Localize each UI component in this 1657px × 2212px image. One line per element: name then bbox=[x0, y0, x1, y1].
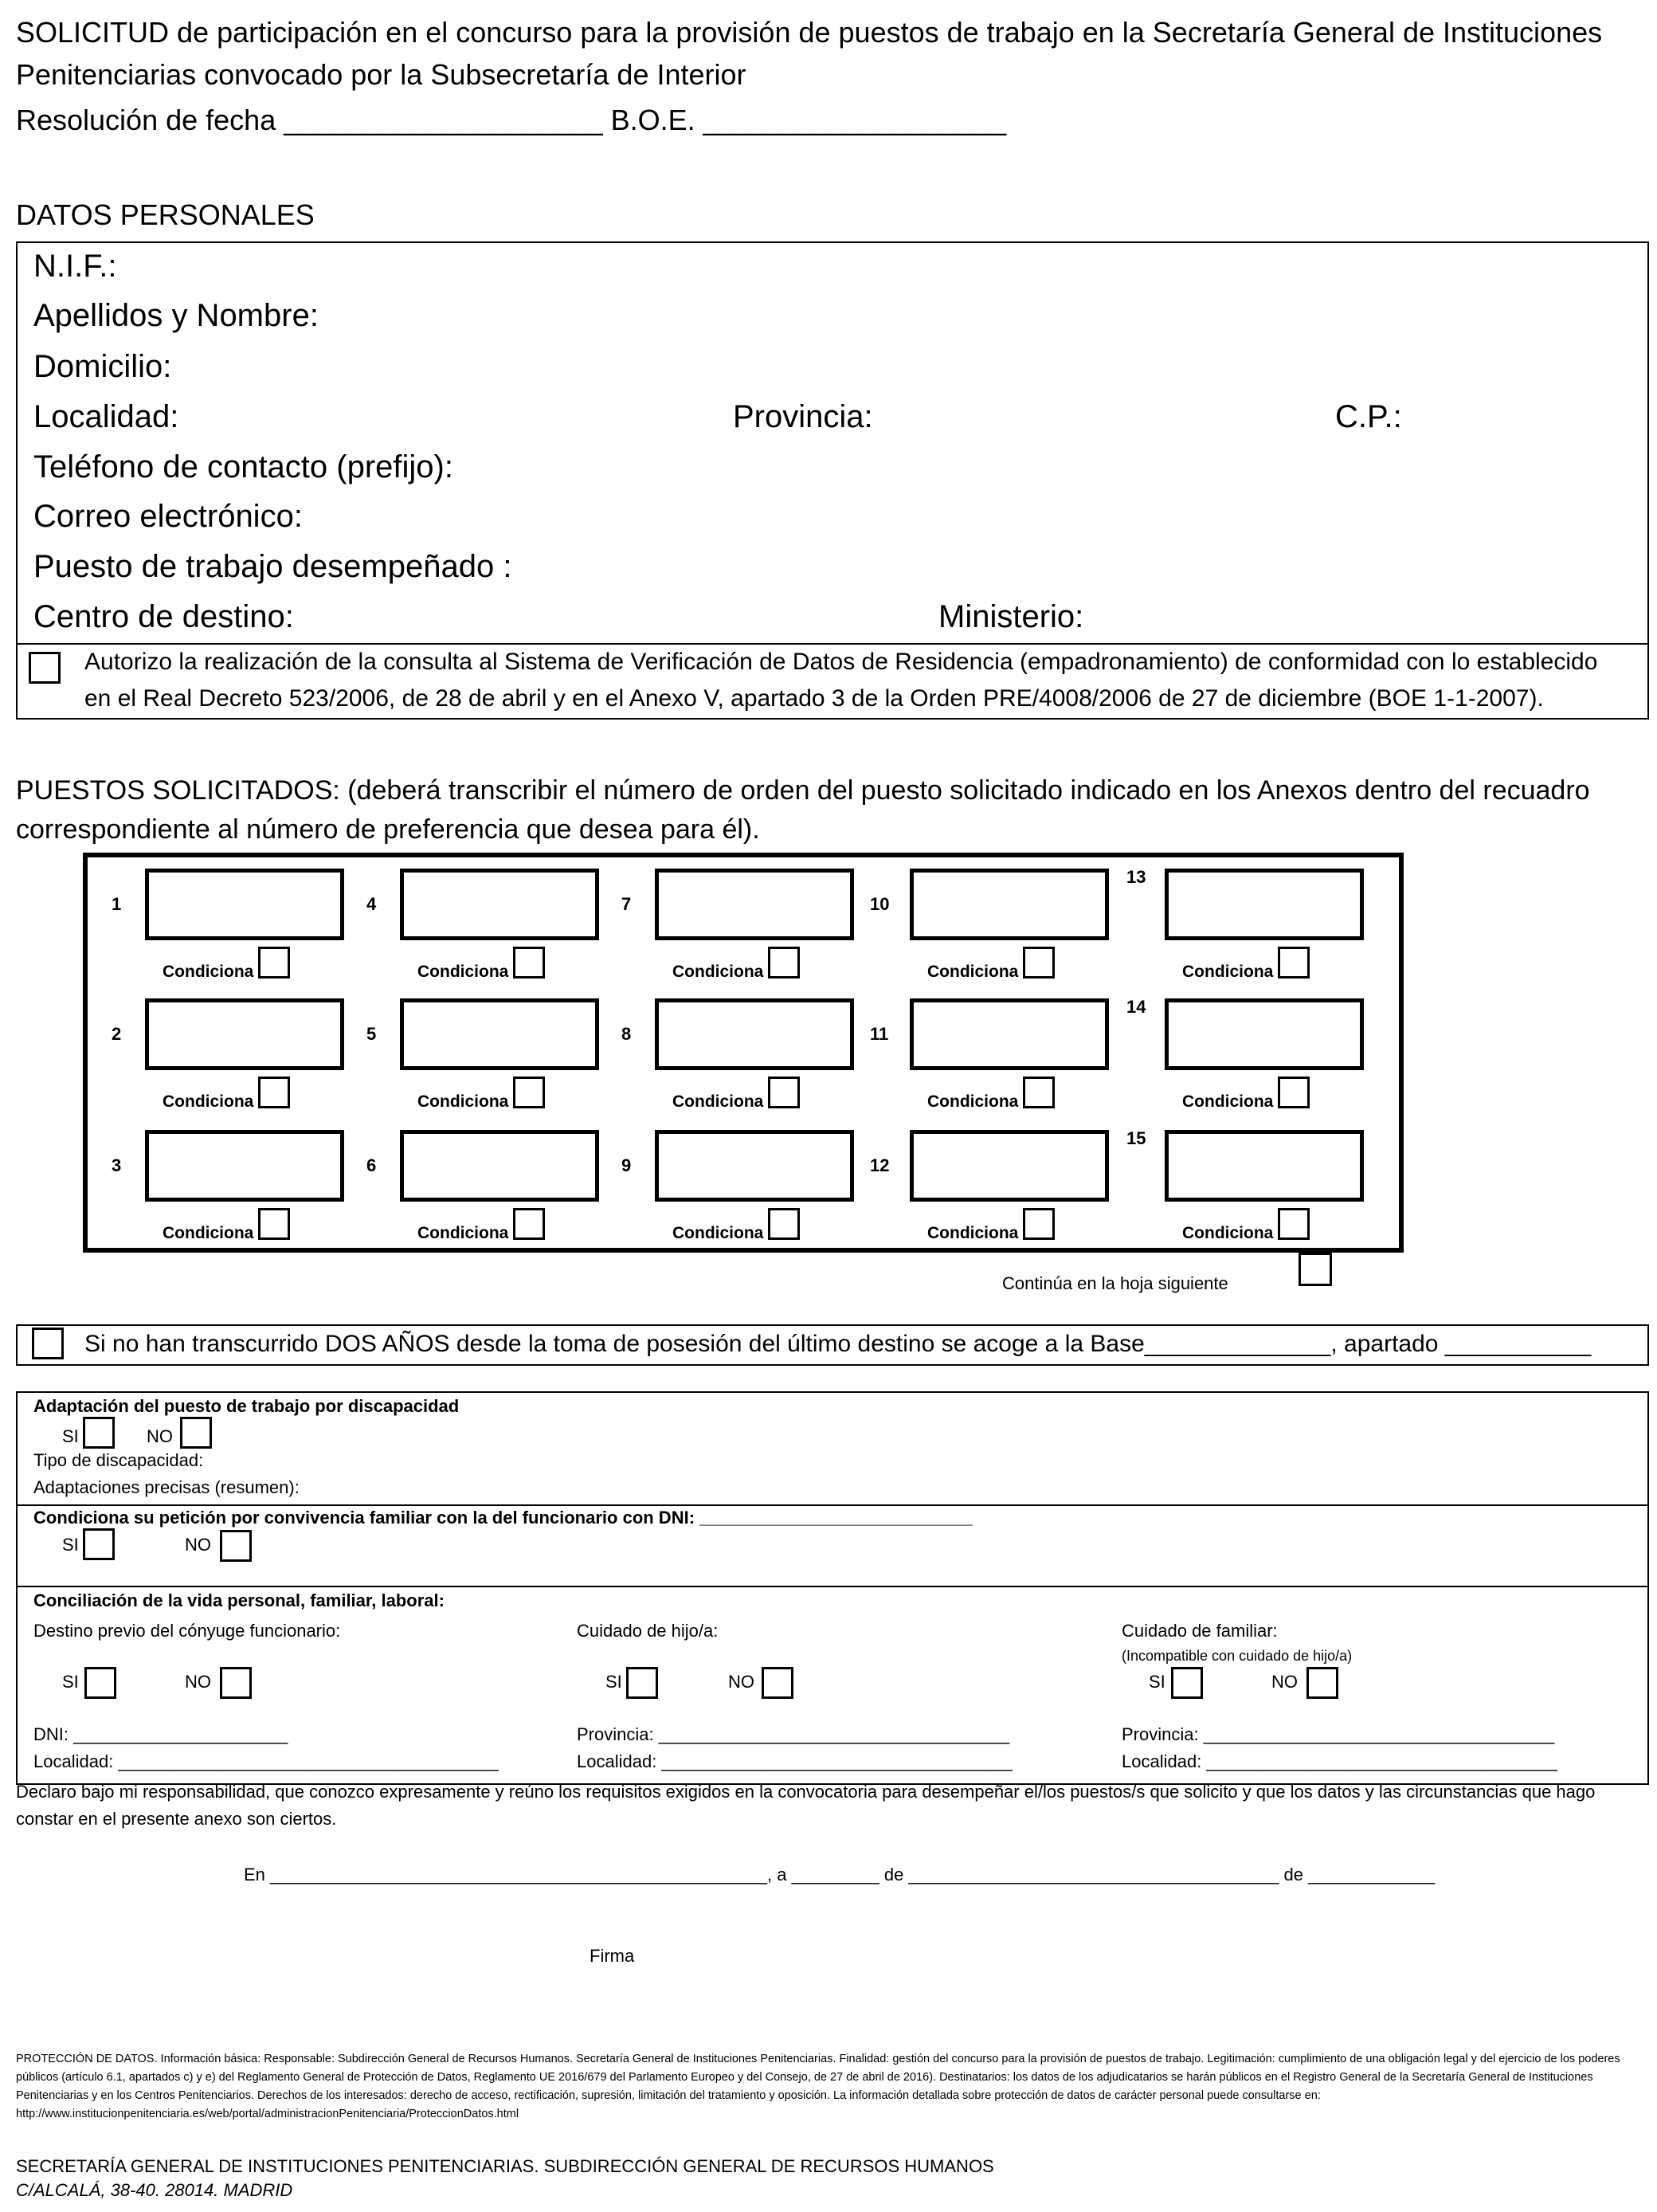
convivencia-si-checkbox[interactable] bbox=[83, 1528, 115, 1560]
divider bbox=[16, 1586, 1649, 1587]
preferencia-input[interactable] bbox=[1165, 998, 1364, 1070]
firma-label: Firma bbox=[590, 1946, 635, 1966]
hijo-localidad-field[interactable]: Localidad: ____________________________________ bbox=[577, 1751, 1013, 1771]
condiciona-checkbox[interactable] bbox=[513, 947, 545, 979]
tipo-discapacidad-label: Tipo de discapacidad: bbox=[33, 1450, 204, 1470]
condiciona-checkbox[interactable] bbox=[258, 1077, 290, 1108]
cp-label: C.P.: bbox=[1335, 399, 1402, 434]
condiciona-label: Condiciona bbox=[163, 963, 254, 981]
familiar-title: Cuidado de familiar: bbox=[1122, 1621, 1278, 1641]
preferencia-numero: 15 bbox=[1126, 1128, 1146, 1148]
preferencia-numero: 4 bbox=[366, 894, 377, 914]
condiciona-label: Condiciona bbox=[927, 1224, 1019, 1242]
preferencia-numero: 5 bbox=[366, 1024, 377, 1044]
declaracion-line-2: constar en el presente anexo son ciertos. bbox=[16, 1809, 337, 1829]
condiciona-checkbox[interactable] bbox=[513, 1208, 545, 1240]
localidad-label: Localidad: bbox=[33, 399, 179, 434]
preferencia-input[interactable] bbox=[910, 869, 1109, 940]
familiar-si-label: SI bbox=[1149, 1672, 1165, 1692]
convivencia-si-label: SI bbox=[62, 1535, 79, 1555]
conciliacion-title: Conciliación de la vida personal, familiar, laboral: bbox=[33, 1590, 445, 1610]
condiciona-label: Condiciona bbox=[1182, 963, 1274, 981]
declaracion-line-1: Declaro bajo mi responsabilidad, que conozco expresamente y reúno los requisitos exigidos en la convocatoria para desempeñar el/los puestos/s que solicito y que los datos y las circunstancias que hago bbox=[16, 1782, 1596, 1802]
discapacidad-si-label: SI bbox=[62, 1426, 79, 1446]
correo-label: Correo electrónico: bbox=[33, 499, 303, 534]
ministerio-label: Ministerio: bbox=[938, 599, 1084, 634]
preferencia-input[interactable] bbox=[655, 998, 854, 1070]
telefono-label: Teléfono de contacto (prefijo): bbox=[33, 449, 453, 484]
familiar-no-checkbox[interactable] bbox=[1306, 1667, 1338, 1699]
convivencia-title: Condiciona su petición por convivencia familiar con la del funcionario con DNI: ____________________________ bbox=[33, 1508, 973, 1528]
puestos-intro-2: correspondiente al número de preferencia que desea para él). bbox=[16, 814, 760, 845]
familiar-note: (Incompatible con cuidado de hijo/a) bbox=[1122, 1648, 1353, 1664]
preferencia-numero: 10 bbox=[870, 894, 890, 914]
conyuge-dni-field[interactable]: DNI: ______________________ bbox=[33, 1724, 288, 1744]
condiciona-checkbox[interactable] bbox=[1023, 1077, 1055, 1108]
preferencia-input[interactable] bbox=[145, 998, 344, 1070]
condiciona-checkbox[interactable] bbox=[258, 947, 290, 979]
provincia-label: Provincia: bbox=[733, 399, 873, 434]
condiciona-label: Condiciona bbox=[417, 1224, 509, 1242]
datos-personales-title: DATOS PERSONALES bbox=[16, 198, 315, 231]
proteccion-line-2: públicos (artículo 6.1, apartados c) y e) del Reglamento General de Protección de Datos, Reglamento UE 2016/679 del Parlamento Europeo y del Consejo, de 27 de abril de 2016). Destinatarios: los datos de los adjudicatarios se harán públicos en el Registro General de la Secretaría General de Instituciones bbox=[16, 2071, 1593, 2084]
condiciona-checkbox[interactable] bbox=[258, 1208, 290, 1240]
condiciona-label: Condiciona bbox=[927, 1092, 1019, 1111]
preferencia-numero: 11 bbox=[870, 1024, 889, 1044]
domicilio-label: Domicilio: bbox=[33, 349, 172, 384]
preferencia-input[interactable] bbox=[145, 1130, 344, 1202]
discapacidad-no-label: NO bbox=[147, 1426, 173, 1446]
condiciona-label: Condiciona bbox=[1182, 1092, 1274, 1111]
condiciona-label: Condiciona bbox=[927, 963, 1019, 981]
preferencia-numero: 6 bbox=[366, 1155, 377, 1175]
condiciona-checkbox[interactable] bbox=[768, 1077, 800, 1108]
preferencia-numero: 1 bbox=[112, 894, 122, 914]
autorizo-text-2: en el Real Decreto 523/2006, de 28 de abril y en el Anexo V, apartado 3 de la Orden PRE/4008/2006 de 27 de diciembre (BOE 1-1-2007). bbox=[84, 685, 1544, 712]
footer-line-1: SECRETARÍA GENERAL DE INSTITUCIONES PENITENCIARIAS. SUBDIRECCIÓN GENERAL DE RECURSOS HUMANOS bbox=[16, 2156, 994, 2176]
preferencia-input[interactable] bbox=[400, 869, 599, 940]
hijo-si-label: SI bbox=[605, 1672, 622, 1692]
adaptaciones-label: Adaptaciones precisas (resumen): bbox=[33, 1477, 300, 1497]
lugar-fecha-line[interactable]: En ___________________________________________________, a _________ de ______________________________________ de _____________ bbox=[244, 1865, 1436, 1885]
divider bbox=[16, 643, 1649, 645]
condiciona-label: Condiciona bbox=[1182, 1224, 1274, 1242]
familiar-no-label: NO bbox=[1271, 1672, 1298, 1692]
autorizo-checkbox[interactable] bbox=[29, 652, 61, 684]
preferencia-input[interactable] bbox=[145, 869, 344, 940]
footer-line-2: C/ALCALÁ, 38-40. 28014. MADRID bbox=[16, 2180, 293, 2200]
preferencia-numero: 7 bbox=[621, 894, 632, 914]
autorizo-text-1: Autorizo la realización de la consulta al Sistema de Verificación de Datos de Residencia (empadronamiento) de conformidad con lo establecido bbox=[84, 649, 1598, 675]
apellidos-label: Apellidos y Nombre: bbox=[33, 298, 319, 333]
condiciona-checkbox[interactable] bbox=[513, 1077, 545, 1108]
centro-label: Centro de destino: bbox=[33, 599, 294, 634]
preferencia-numero: 13 bbox=[1126, 867, 1146, 887]
familiar-localidad-field[interactable]: Localidad: ____________________________________ bbox=[1122, 1751, 1557, 1771]
condiciona-label: Condiciona bbox=[163, 1224, 254, 1242]
condiciona-label: Condiciona bbox=[417, 963, 509, 981]
condiciona-label: Condiciona bbox=[417, 1092, 509, 1111]
dos-anos-text: Si no han transcurrido DOS AÑOS desde la toma de posesión del último destino se acoge a la Base______________, apartado ___________ bbox=[84, 1331, 1592, 1357]
hijo-title: Cuidado de hijo/a: bbox=[577, 1621, 719, 1641]
conyuge-si-label: SI bbox=[62, 1672, 79, 1692]
convivencia-no-checkbox[interactable] bbox=[220, 1530, 252, 1562]
condiciona-checkbox[interactable] bbox=[768, 1208, 800, 1240]
preferencia-input[interactable] bbox=[1165, 869, 1364, 940]
familiar-provincia-field[interactable]: Provincia: ____________________________________ bbox=[1122, 1724, 1555, 1744]
condiciona-checkbox[interactable] bbox=[1023, 947, 1055, 979]
condiciona-checkbox[interactable] bbox=[768, 947, 800, 979]
conyuge-si-checkbox[interactable] bbox=[84, 1667, 116, 1699]
preferencia-numero: 8 bbox=[621, 1024, 632, 1044]
preferencia-input[interactable] bbox=[655, 1130, 854, 1202]
hijo-no-label: NO bbox=[728, 1672, 754, 1692]
conyuge-no-checkbox[interactable] bbox=[220, 1667, 252, 1699]
preferencia-numero: 2 bbox=[112, 1024, 122, 1044]
puesto-label: Puesto de trabajo desempeñado : bbox=[33, 549, 512, 584]
header-line-1: SOLICITUD de participación en el concurso para la provisión de puestos de trabajo en la Secretaría General de Instituciones bbox=[16, 16, 1603, 49]
condiciona-checkbox[interactable] bbox=[1278, 947, 1310, 979]
header-line-3: Resolución de fecha ____________________ B.O.E. ___________________ bbox=[16, 104, 1007, 136]
continua-checkbox[interactable] bbox=[1299, 1253, 1332, 1286]
preferencia-input[interactable] bbox=[910, 1130, 1109, 1202]
discapacidad-no-checkbox[interactable] bbox=[180, 1417, 212, 1449]
preferencia-numero: 3 bbox=[112, 1155, 122, 1175]
discapacidad-si-checkbox[interactable] bbox=[83, 1417, 115, 1449]
condiciona-label: Condiciona bbox=[163, 1092, 254, 1111]
hijo-provincia-field[interactable]: Provincia: ____________________________________ bbox=[577, 1724, 1010, 1744]
condiciona-checkbox[interactable] bbox=[1278, 1208, 1310, 1240]
convivencia-no-label: NO bbox=[185, 1535, 211, 1555]
discapacidad-title: Adaptación del puesto de trabajo por discapacidad bbox=[33, 1396, 460, 1416]
hijo-si-checkbox[interactable] bbox=[626, 1667, 658, 1699]
proteccion-url[interactable]: http://www.institucionpenitenciaria.es/web/portal/administracionPenitenciaria/ProteccionDatos.html bbox=[16, 2108, 519, 2120]
familiar-si-checkbox[interactable] bbox=[1171, 1667, 1203, 1699]
continua-label: Continúa en la hoja siguiente bbox=[1002, 1273, 1228, 1293]
preferencia-input[interactable] bbox=[910, 998, 1109, 1070]
hijo-no-checkbox[interactable] bbox=[762, 1667, 793, 1699]
preferencia-numero: 14 bbox=[1126, 997, 1146, 1017]
preferencia-input[interactable] bbox=[400, 1130, 599, 1202]
condiciona-checkbox[interactable] bbox=[1278, 1077, 1310, 1108]
preferencia-numero: 9 bbox=[621, 1155, 632, 1175]
conyuge-localidad-field[interactable]: Localidad: _______________________________________ bbox=[33, 1751, 499, 1771]
proteccion-line-3: Penitenciarias y en los Centros Penitenciarios. Derechos de los interesados: derecho de acceso, rectificación, supresión, limitación del tratamiento y oposición. La información detallada sobre protección de datos de carácter personal puede consultarse en: bbox=[16, 2089, 1321, 2102]
preferencia-numero: 12 bbox=[870, 1155, 890, 1175]
dos-anos-checkbox[interactable] bbox=[32, 1328, 64, 1359]
conyuge-title: Destino previo del cónyuge funcionario: bbox=[33, 1621, 341, 1641]
condiciona-label: Condiciona bbox=[672, 1224, 764, 1242]
preferencia-input[interactable] bbox=[1165, 1130, 1364, 1202]
preferencia-input[interactable] bbox=[655, 869, 854, 940]
condiciona-label: Condiciona bbox=[672, 1092, 764, 1111]
header-line-2: Penitenciarias convocado por la Subsecretaría de Interior bbox=[16, 58, 746, 91]
puestos-intro-1: PUESTOS SOLICITADOS: (deberá transcribir el número de orden del puesto solicitado indicado en los Anexos dentro del recuadro bbox=[16, 775, 1590, 806]
proteccion-line-1: PROTECCIÓN DE DATOS. Información básica: Responsable: Subdirección General de Recursos Humanos. Secretaría General de Instituciones Penitenciarias. Finalidad: gestión del concurso para la provisión de puestos de trabajo. Legitimación: cumplimiento de una obligación legal y del ejercicio de los poderes bbox=[16, 2053, 1620, 2065]
conyuge-no-label: NO bbox=[185, 1672, 211, 1692]
preferencia-input[interactable] bbox=[400, 998, 599, 1070]
nif-label: N.I.F.: bbox=[33, 249, 117, 284]
condiciona-checkbox[interactable] bbox=[1023, 1208, 1055, 1240]
condiciona-label: Condiciona bbox=[672, 963, 764, 981]
